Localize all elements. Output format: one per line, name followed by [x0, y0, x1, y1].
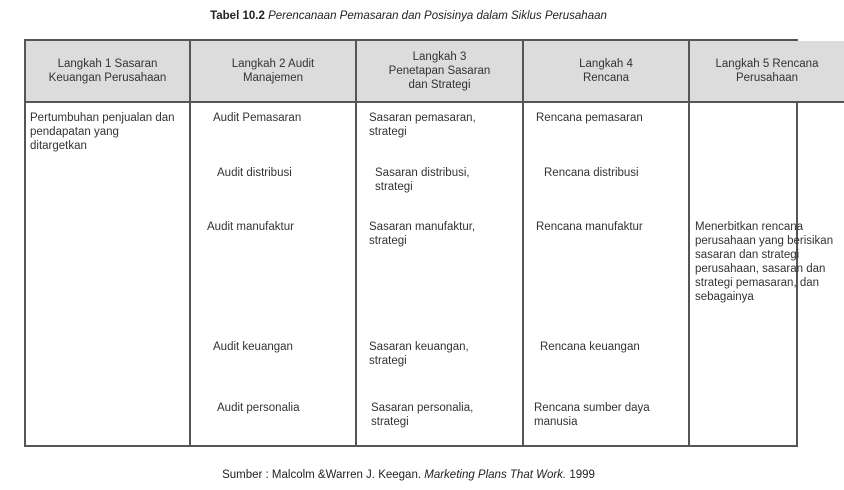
- table-caption: [0, 10, 817, 22]
- strategy-item: Sasaran keuangan, strategi: [369, 341, 469, 367]
- strategy-item: Sasaran distribusi, strategi: [375, 167, 470, 193]
- header-step-4: Langkah 4 Rencana: [523, 41, 689, 102]
- audit-item: Audit personalia: [217, 402, 300, 414]
- header-row: [26, 41, 844, 102]
- financial-goal-text: Pertumbuhan penjualan dan pendapatan yang ditargetkan: [30, 112, 175, 152]
- plan-item: Rencana distribusi: [544, 167, 639, 179]
- strategy-item: Sasaran pemasaran, strategi: [369, 112, 476, 138]
- audit-item: Audit Pemasaran: [213, 112, 302, 124]
- planning-table: [24, 39, 834, 447]
- source-prefix: Sumber : Malcolm &Warren J. Keegan.: [222, 469, 422, 481]
- plan-item: Rencana manufaktur: [536, 221, 643, 233]
- source-citation: [0, 469, 817, 481]
- source-year: 1999: [569, 469, 595, 481]
- plan-item: Rencana keuangan: [540, 341, 640, 353]
- company-plan-text: Menerbitkan rencana perusahaan yang berisikan sasaran dan strategi perusahaan, sasaran dan strategi pemasaran, dan sebagainya: [695, 221, 834, 303]
- plan-item: Rencana pemasaran: [536, 112, 643, 124]
- caption-label: Tabel 10.2: [210, 10, 265, 22]
- caption-title: Perencanaan Pemasaran dan Posisinya dalam Siklus Perusahaan: [268, 10, 607, 22]
- header-step-2: Langkah 2 Audit Manajemen: [190, 41, 356, 102]
- strategy-item: Sasaran manufaktur, strategi: [369, 221, 476, 247]
- col-management-audit: [190, 102, 356, 445]
- source-title: Marketing Plans That Work.: [424, 469, 567, 481]
- plan-item: Rencana sumber daya manusia: [534, 402, 650, 428]
- col-financial-goals: [26, 102, 190, 445]
- header-step-3: Langkah 3 Penetapan Sasaran dan Strategi: [356, 41, 523, 102]
- col-company-plan: [689, 102, 844, 445]
- header-step-5: Langkah 5 Rencana Perusahaan: [689, 41, 844, 102]
- audit-item: Audit keuangan: [213, 341, 293, 353]
- body-row: [26, 102, 844, 445]
- audit-item: Audit distribusi: [217, 167, 292, 179]
- header-step-1: Langkah 1 Sasaran Keuangan Perusahaan: [26, 41, 190, 102]
- strategy-item: Sasaran personalia, strategi: [371, 402, 474, 428]
- col-plans: [523, 102, 689, 445]
- col-goals-strategy: [356, 102, 523, 445]
- audit-item: Audit manufaktur: [207, 221, 294, 233]
